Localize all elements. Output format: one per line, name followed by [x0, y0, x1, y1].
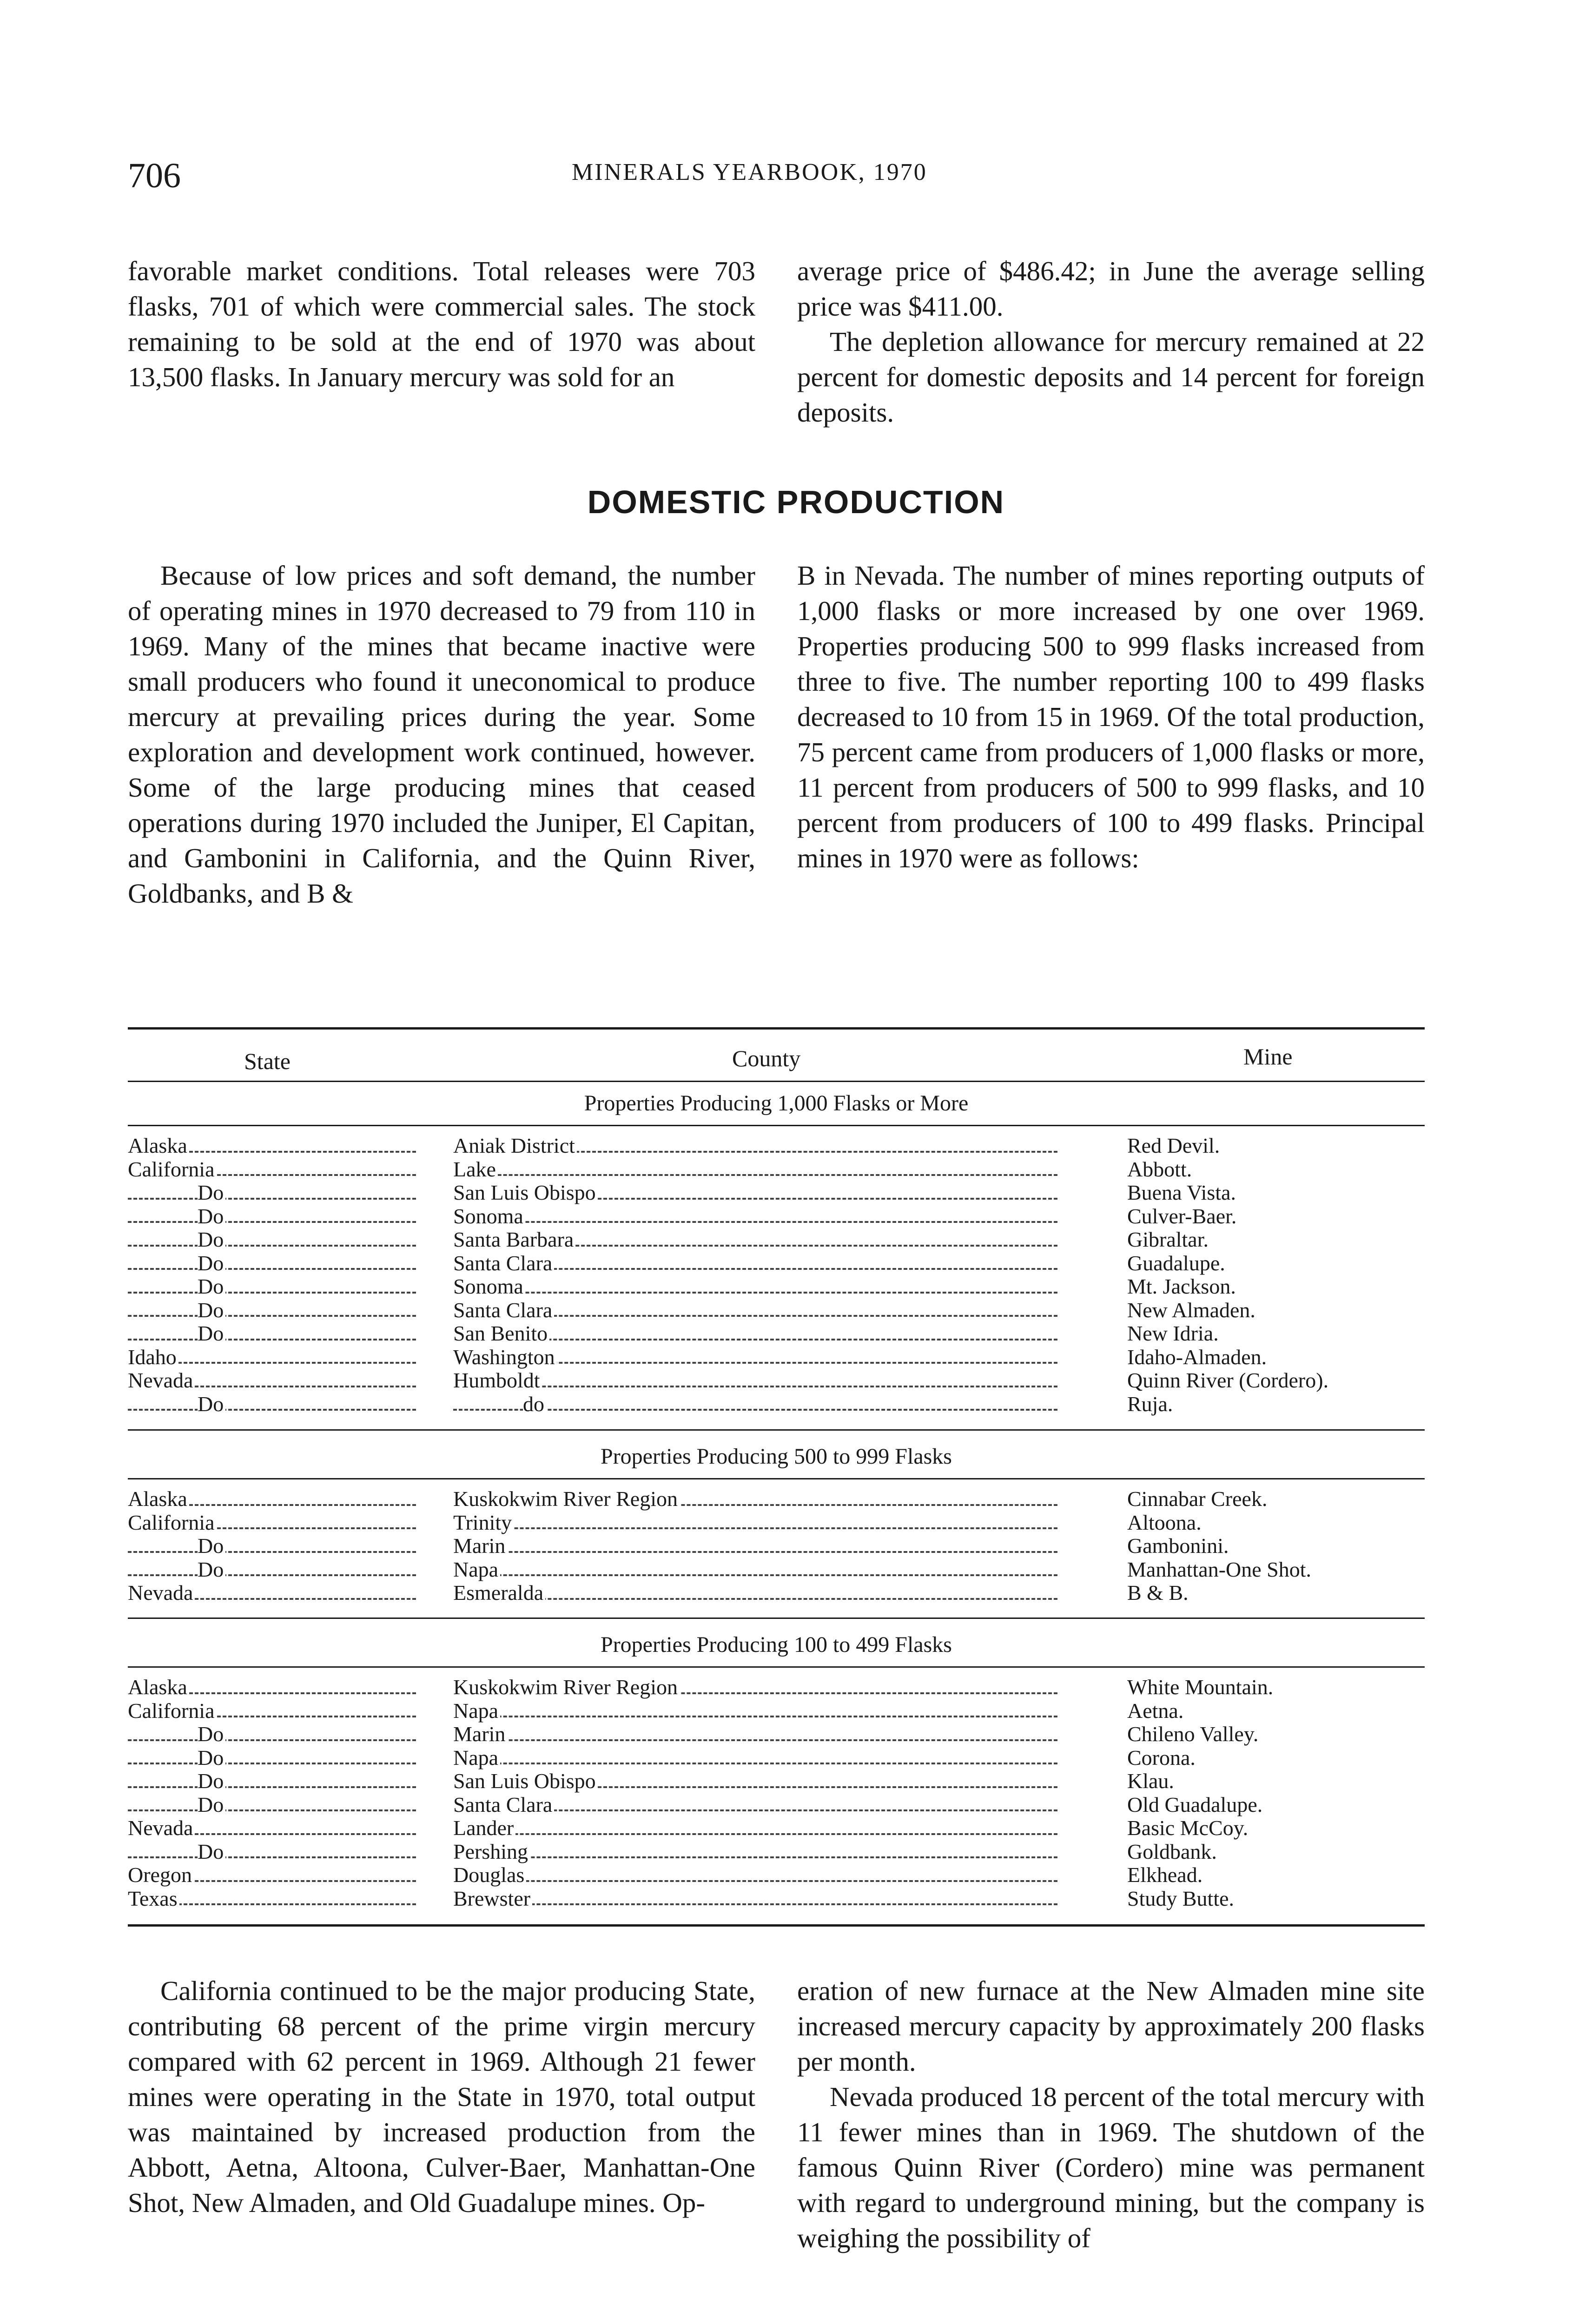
dot-leader	[128, 1292, 416, 1294]
state-text: Do	[198, 1299, 225, 1322]
mine-cell: Klau.	[1127, 1769, 1174, 1793]
dot-leader	[453, 1716, 1057, 1717]
state-text: Texas	[128, 1887, 179, 1910]
group-title-500-999: Properties Producing 500 to 999 Flasks	[601, 1444, 952, 1469]
table-row	[128, 1346, 1425, 1369]
state-text: Do	[198, 1322, 225, 1345]
group-title-100-499: Properties Producing 100 to 499 Flasks	[601, 1632, 952, 1657]
county-cell	[453, 1699, 1234, 1723]
county-cell	[453, 1887, 1234, 1911]
state-text: Alaska	[128, 1487, 189, 1511]
county-cell	[453, 1840, 1234, 1864]
dot-leader	[453, 1292, 1057, 1294]
state-cell	[128, 1676, 421, 1699]
intro-left-paragraph: favorable market conditions. Total releases were 703 flasks, 701 of which were commercial sales. The stock remaining to be sold at the end of 1970 was about 13,500 flasks. In January mercury was sold for an	[128, 256, 755, 392]
closing-left-column	[128, 1973, 755, 2220]
state-cell	[128, 1134, 421, 1158]
state-text: Idaho	[128, 1346, 178, 1369]
group-rows-100-499	[128, 1676, 1425, 1910]
state-cell	[128, 1746, 421, 1770]
state-cell	[128, 1252, 421, 1275]
state-text: Do	[198, 1769, 225, 1793]
state-cell	[128, 1863, 421, 1887]
table-row	[128, 1181, 1425, 1205]
county-cell	[453, 1228, 1234, 1252]
state-text: Do	[198, 1228, 225, 1251]
county-cell	[453, 1393, 1234, 1416]
page-number: 706	[128, 156, 181, 195]
state-cell	[128, 1158, 421, 1182]
county-text: Lander	[453, 1816, 515, 1840]
county-text: Santa Barbara	[453, 1228, 575, 1251]
intro-right-paragraph-2: The depletion allowance for mercury remained at 22 percent for domestic deposits and 14 percent for foreign deposits.	[797, 326, 1425, 428]
mine-cell: Old Guadalupe.	[1127, 1792, 1263, 1816]
county-cell	[453, 1581, 1234, 1605]
table-row	[128, 1793, 1425, 1817]
county-cell	[453, 1746, 1234, 1770]
intro-left-column	[128, 253, 755, 395]
mine-cell: Abbott.	[1127, 1157, 1192, 1181]
closing-right-paragraph-1: eration of new furnace at the New Almaden mine site increased mercury capacity by approximately 200 flasks per month.	[797, 1975, 1425, 2077]
table-row	[128, 1746, 1425, 1770]
county-cell	[453, 1275, 1234, 1299]
state-text: Do	[198, 1252, 225, 1275]
county-text: Santa Clara	[453, 1299, 554, 1322]
table-row	[128, 1887, 1425, 1911]
state-cell	[128, 1699, 421, 1723]
county-text: Santa Clara	[453, 1793, 554, 1816]
county-text: Napa	[453, 1746, 500, 1769]
state-cell	[128, 1769, 421, 1793]
dot-leader	[453, 1880, 1057, 1882]
state-text: Do	[198, 1181, 225, 1204]
county-text: Aniak District	[453, 1134, 577, 1157]
county-text: Marin	[453, 1723, 507, 1746]
group-rule-100-499	[128, 1666, 1425, 1668]
state-text: California	[128, 1158, 217, 1181]
county-cell	[453, 1346, 1234, 1369]
dot-leader	[128, 1339, 416, 1340]
state-text: Do	[198, 1275, 225, 1298]
state-cell	[128, 1887, 421, 1911]
county-cell	[453, 1723, 1234, 1746]
state-cell	[128, 1558, 421, 1582]
county-text: Napa	[453, 1558, 500, 1581]
mine-cell: Mt. Jackson.	[1127, 1274, 1236, 1298]
column-header-county: County	[732, 1045, 801, 1071]
state-text: Do	[198, 1840, 225, 1863]
dot-leader	[453, 1833, 1057, 1835]
dot-leader	[128, 1198, 416, 1200]
running-title: MINERALS YEARBOOK, 1970	[572, 159, 927, 185]
state-cell	[128, 1581, 421, 1605]
county-text: Santa Clara	[453, 1252, 554, 1275]
state-cell	[128, 1275, 421, 1299]
state-cell	[128, 1228, 421, 1252]
state-cell	[128, 1816, 421, 1840]
column-header-state: State	[244, 1048, 291, 1074]
county-text: Brewster	[453, 1887, 532, 1910]
state-text: Alaska	[128, 1134, 189, 1157]
dot-leader	[128, 1221, 416, 1223]
table-row	[128, 1134, 1425, 1158]
mine-cell: New Idria.	[1127, 1321, 1219, 1345]
dot-leader	[128, 1268, 416, 1270]
dot-leader	[453, 1221, 1057, 1223]
county-text: do	[523, 1393, 546, 1416]
table-row	[128, 1322, 1425, 1346]
county-text: Trinity	[453, 1511, 514, 1534]
mine-cell: Goldbank.	[1127, 1839, 1217, 1863]
state-text: California	[128, 1511, 217, 1534]
mine-cell: Altoona.	[1127, 1510, 1202, 1534]
state-cell	[128, 1487, 421, 1511]
mine-cell: Aetna.	[1127, 1698, 1184, 1723]
county-text: San Benito	[453, 1322, 549, 1345]
mine-cell: Culver-Baer.	[1127, 1204, 1237, 1228]
mine-cell: Basic McCoy.	[1127, 1816, 1248, 1840]
state-text: Do	[198, 1558, 225, 1581]
state-text: Nevada	[128, 1581, 195, 1604]
mine-cell: White Mountain.	[1127, 1675, 1274, 1699]
table-row	[128, 1863, 1425, 1887]
column-header-mine: Mine	[1243, 1043, 1293, 1070]
state-text: Do	[198, 1723, 225, 1746]
dot-leader	[128, 1809, 416, 1811]
state-text: Do	[198, 1793, 225, 1816]
county-text: Kuskokwim River Region	[453, 1487, 680, 1511]
county-cell	[453, 1134, 1234, 1158]
county-cell	[453, 1816, 1234, 1840]
section-heading: DOMESTIC PRODUCTION	[587, 484, 1005, 520]
dot-leader	[128, 1739, 416, 1741]
dot-leader	[128, 1856, 416, 1858]
county-text: Humboldt	[453, 1369, 542, 1392]
state-text: Nevada	[128, 1369, 195, 1392]
county-cell	[453, 1676, 1234, 1699]
table-row	[128, 1699, 1425, 1723]
state-text: Do	[198, 1534, 225, 1558]
mine-cell: Quinn River (Cordero).	[1127, 1368, 1329, 1392]
section-left-column	[128, 558, 755, 911]
state-text: California	[128, 1699, 217, 1723]
county-cell	[453, 1158, 1234, 1182]
county-text: Sonoma	[453, 1205, 525, 1228]
table-row	[128, 1676, 1425, 1699]
header-bottom-rule	[128, 1081, 1425, 1082]
mine-cell: Elkhead.	[1127, 1863, 1203, 1887]
state-text: Do	[198, 1746, 225, 1769]
state-cell	[128, 1205, 421, 1228]
county-text: Kuskokwim River Region	[453, 1676, 680, 1699]
dot-leader	[128, 1574, 416, 1576]
table-row	[128, 1275, 1425, 1299]
state-cell	[128, 1511, 421, 1535]
state-cell	[128, 1181, 421, 1205]
closing-right-column	[797, 1973, 1425, 2256]
dot-leader	[453, 1739, 1057, 1741]
dot-leader	[453, 1574, 1057, 1576]
group-rule-500-999	[128, 1478, 1425, 1479]
mine-cell: Chileno Valley.	[1127, 1722, 1259, 1746]
state-cell	[128, 1534, 421, 1558]
dot-leader	[128, 1786, 416, 1788]
group-separator-rule-2	[128, 1618, 1425, 1619]
mine-cell: New Almaden.	[1127, 1298, 1255, 1322]
county-cell	[453, 1511, 1234, 1535]
table-row	[128, 1299, 1425, 1322]
table-top-rule	[128, 1027, 1425, 1030]
county-cell	[453, 1487, 1234, 1511]
state-cell	[128, 1369, 421, 1393]
mine-cell: B & B.	[1127, 1581, 1189, 1604]
mine-cell: Corona.	[1127, 1745, 1196, 1769]
state-cell	[128, 1346, 421, 1369]
dot-leader	[453, 1763, 1057, 1764]
county-cell	[453, 1204, 1237, 1228]
table-row	[128, 1581, 1425, 1605]
table-row	[128, 1769, 1425, 1793]
state-text: Nevada	[128, 1816, 195, 1840]
county-cell	[453, 1558, 1234, 1582]
intro-right-paragraph-1: average price of $486.42; in June the average selling price was $411.00.	[797, 256, 1425, 322]
county-text: San Luis Obispo	[453, 1769, 598, 1793]
state-cell	[128, 1793, 421, 1817]
table-row	[128, 1205, 1425, 1228]
dot-leader	[453, 1551, 1057, 1553]
group-title-1000-plus: Properties Producing 1,000 Flasks or More	[584, 1091, 969, 1116]
table-row	[128, 1840, 1425, 1864]
county-text: Washington	[453, 1346, 557, 1369]
dot-leader	[453, 1386, 1057, 1387]
mine-cell: Red Devil.	[1127, 1134, 1220, 1157]
table-row	[128, 1228, 1425, 1252]
county-cell	[453, 1863, 1234, 1887]
table-row	[128, 1558, 1425, 1582]
mine-cell: Study Butte.	[1127, 1886, 1235, 1910]
table-row	[128, 1487, 1425, 1511]
county-text: Napa	[453, 1699, 500, 1723]
dot-leader	[128, 1763, 416, 1764]
mine-cell: Cinnabar Creek.	[1127, 1487, 1268, 1511]
mine-cell: Gambonini.	[1127, 1534, 1229, 1558]
state-text: Do	[198, 1205, 225, 1228]
county-text: Douglas	[453, 1863, 526, 1887]
table-row	[128, 1723, 1425, 1746]
county-cell	[453, 1252, 1234, 1275]
state-cell	[128, 1840, 421, 1864]
group-separator-rule-1	[128, 1429, 1425, 1431]
mine-cell: Idaho-Almaden.	[1127, 1345, 1267, 1369]
closing-right-paragraph-2: Nevada produced 18 percent of the total mercury with 11 fewer mines than in 1969. The shutdown of the famous Quinn River (Cordero) mine was permanent with regard to underground mining, but the company is weighing the possibility of	[797, 2081, 1425, 2253]
mine-cell: Manhattan-One Shot.	[1127, 1557, 1312, 1581]
group-rule-1000-plus	[128, 1125, 1425, 1126]
table-row	[128, 1252, 1425, 1275]
state-text: Alaska	[128, 1676, 189, 1699]
table-row	[128, 1158, 1425, 1182]
state-text: Oregon	[128, 1863, 194, 1887]
dot-leader	[128, 1409, 416, 1411]
section-right-paragraph: B in Nevada. The number of mines reporting outputs of 1,000 flasks or more increased by one over 1969. Properties producing 500 to 999 flasks increased from three to five. The number reporting 100 to 499 flasks decreased to 10 from 15 in 1969. Of the total production, 75 percent came from producers of 1,000 flasks or more, 11 percent from producers of 500 to 999 flasks, and 10 percent from producers of 100 to 499 flasks. Principal mines in 1970 were as follows:	[797, 560, 1425, 873]
table-row	[128, 1534, 1425, 1558]
state-cell	[128, 1322, 421, 1346]
mine-cell: Guadalupe.	[1127, 1251, 1225, 1275]
mine-cell: Buena Vista.	[1127, 1181, 1236, 1204]
state-text: Do	[198, 1393, 225, 1416]
state-cell	[128, 1723, 421, 1746]
county-text: San Luis Obispo	[453, 1181, 598, 1204]
table-row	[128, 1393, 1425, 1416]
dot-leader	[453, 1903, 1057, 1905]
county-cell	[453, 1299, 1234, 1322]
county-text: Marin	[453, 1534, 507, 1558]
dot-leader	[453, 1856, 1057, 1858]
table-row	[128, 1369, 1425, 1393]
mine-cell: Gibraltar.	[1127, 1228, 1209, 1251]
dot-leader	[128, 1245, 416, 1247]
county-cell	[453, 1322, 1234, 1346]
county-text: Pershing	[453, 1840, 530, 1863]
dot-leader	[128, 1551, 416, 1553]
table-row	[128, 1816, 1425, 1840]
county-text: Esmeralda	[453, 1581, 545, 1604]
dot-leader	[453, 1527, 1057, 1529]
table-row	[128, 1511, 1425, 1535]
county-text: Sonoma	[453, 1275, 525, 1298]
mine-cell: Ruja.	[1127, 1392, 1173, 1416]
county-cell	[453, 1534, 1234, 1558]
group-rows-1000-plus	[128, 1134, 1425, 1416]
county-cell	[453, 1181, 1234, 1205]
intro-right-column	[797, 253, 1425, 430]
county-cell	[453, 1369, 1234, 1393]
section-right-column	[797, 558, 1425, 876]
group-rows-500-999	[128, 1487, 1425, 1605]
state-cell	[128, 1299, 421, 1322]
county-cell	[453, 1793, 1234, 1817]
table-bottom-rule	[128, 1924, 1425, 1927]
state-cell	[128, 1393, 421, 1416]
dot-leader	[453, 1174, 1057, 1176]
section-left-paragraph: Because of low prices and soft demand, the number of operating mines in 1970 decreased to 79 from 110 in 1969. Many of the mines that became inactive were small producers who found it uneconomical to produce mercury at prevailing prices during the year. Some exploration and development work continued, however. Some of the large producing mines that ceased operations during 1970 included the Juniper, El Capitan, and Gambonini in California, and the Quinn River, Goldbanks, and B &	[128, 560, 755, 909]
dot-leader	[128, 1315, 416, 1317]
county-text: Lake	[453, 1158, 498, 1181]
county-cell	[453, 1769, 1234, 1793]
closing-left-paragraph: California continued to be the major producing State, contributing 68 percent of the prime virgin mercury compared with 62 percent in 1969. Although 21 fewer mines were operating in the State in 1970, total output was maintained by increased production from the Abbott, Aetna, Altoona, Culver-Baer, Manhattan-One Shot, New Almaden, and Old Guadalupe mines. Op-	[128, 1975, 755, 2218]
